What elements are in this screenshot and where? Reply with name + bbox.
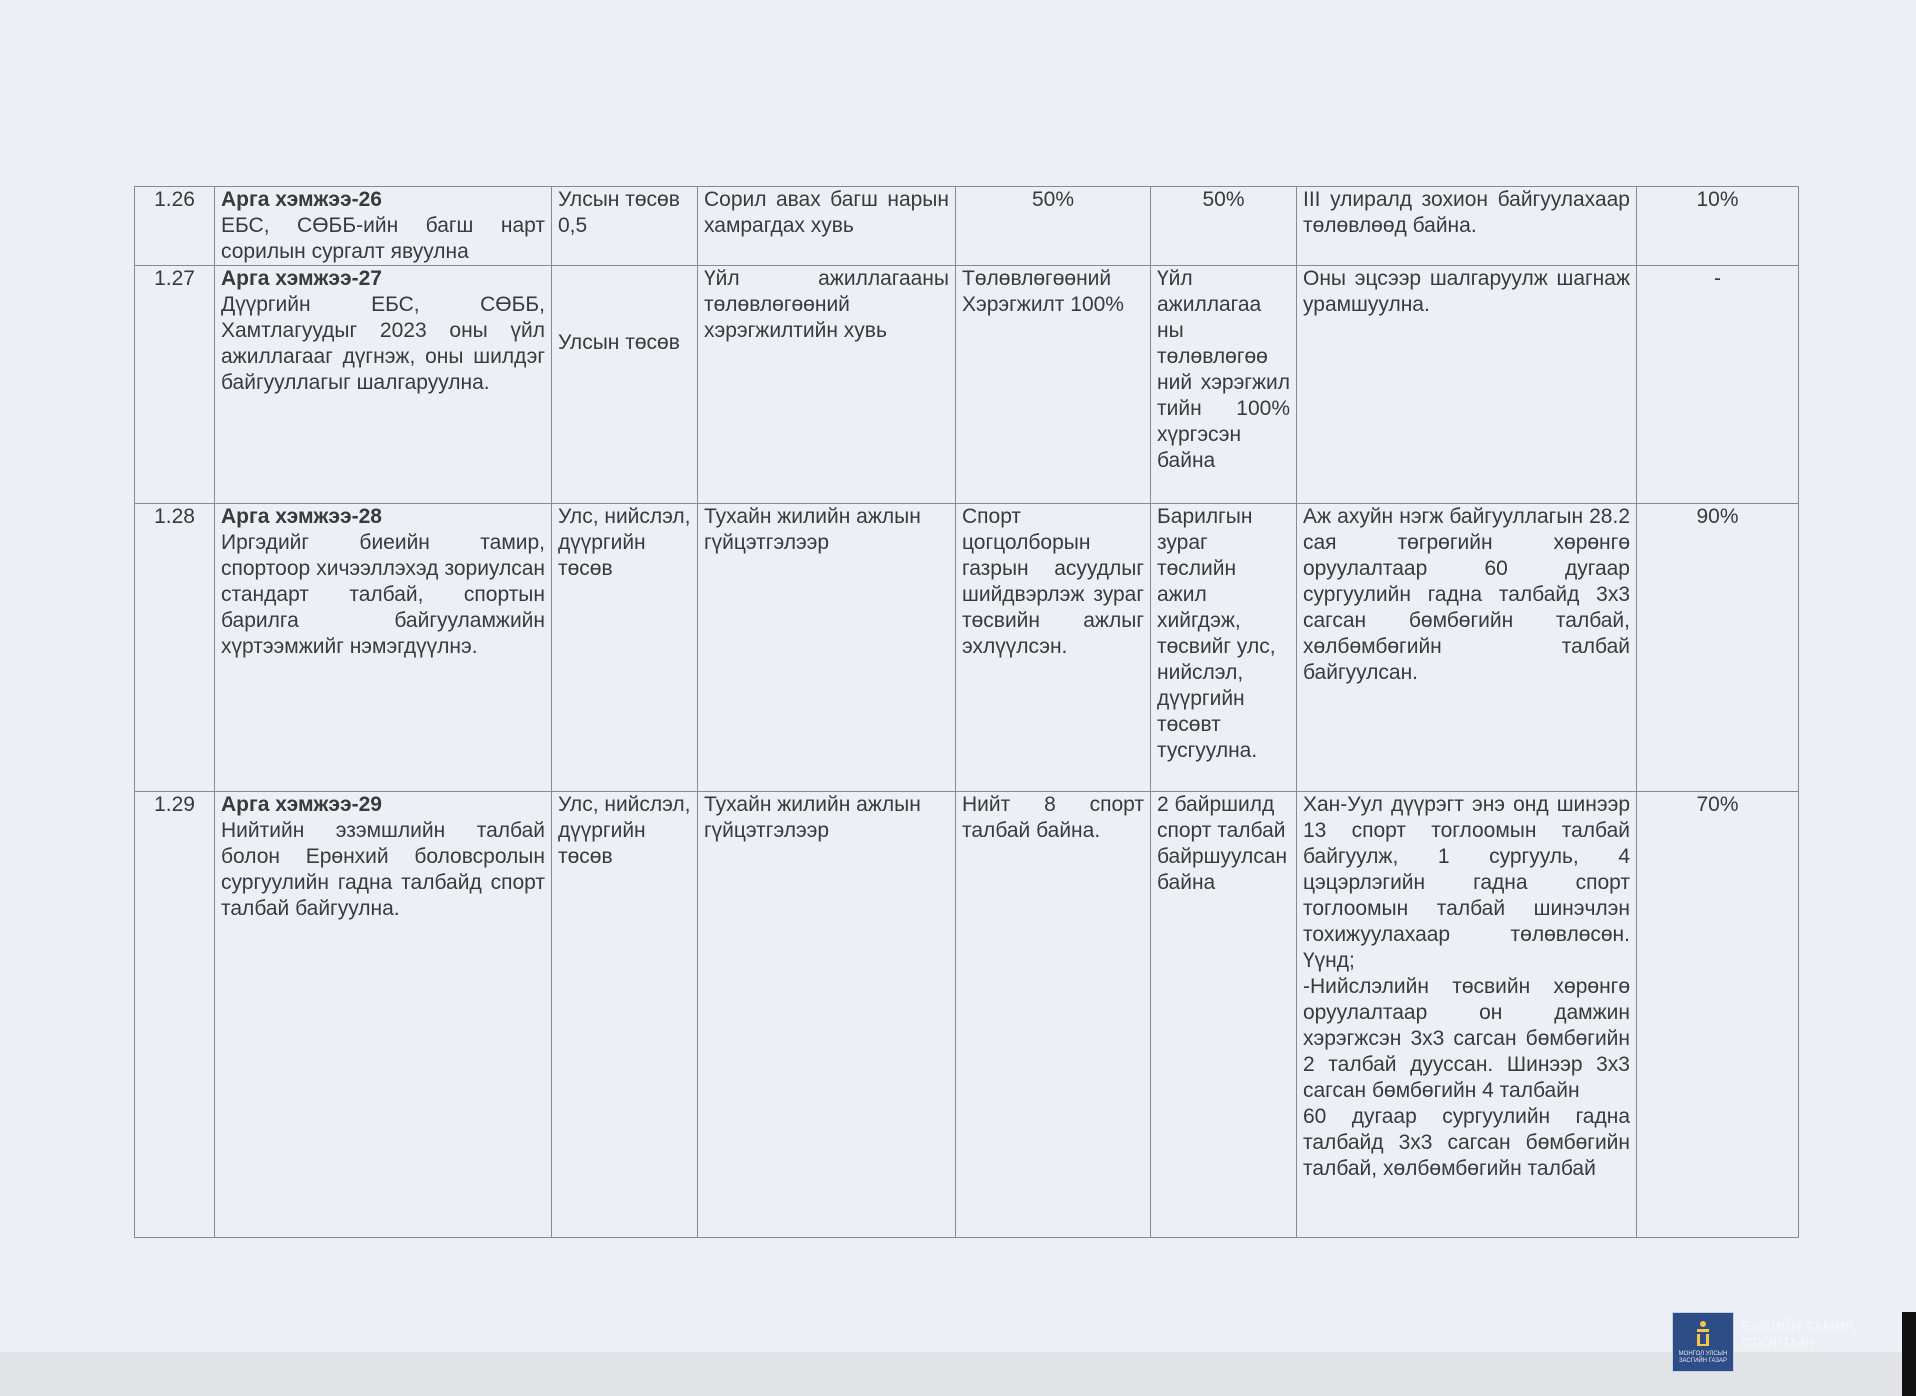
measure-title: Арга хэмжээ-29 [221, 793, 382, 816]
measure-text: Нийтийн эзэмшлийн талбай болон Ерөнхий боловсролын сургуулийн гадна талбайд спорт талбай байгуулна. [221, 819, 545, 920]
page-bottom-strip [0, 1352, 1916, 1396]
target-cell: Үйл ажиллагаа ны төлөвлөгөө ний хэрэгжил тийн 100% хүргэсэн байна [1151, 266, 1297, 504]
row-number: 1.26 [135, 187, 215, 266]
table-row [135, 266, 1799, 504]
progress-text-3: 60 дугаар сургуулийн гадна талбайд 3х3 сагсан бөмбөгийн талбай, хөлбөмбөгийн талбай [1303, 1105, 1630, 1180]
measure-text: Дүүргийн ЕБС, СӨББ, Хамтлагуудыг 2023 оны үйл ажиллагааг дүгнэж, оны шилдэг байгууллагыг шалгаруулна. [221, 293, 545, 394]
soyombo-icon [1693, 1319, 1713, 1347]
indicator-cell: Үйл ажиллагааны төлөвлөгөөний хэрэгжилтийн хувь [698, 266, 956, 504]
measure-title: Арга хэмжээ-28 [221, 505, 382, 528]
rating-cell: 10% [1637, 187, 1799, 266]
indicator-cell: Сорил авах багш нарын хамрагдах хувь [698, 187, 956, 266]
baseline-cell: Нийт 8 спорт талбай байна. [956, 792, 1151, 1238]
measure-title: Арга хэмжээ-27 [221, 267, 382, 290]
funding-cell: Улсын төсөв 0,5 [552, 187, 698, 266]
rating-cell: 70% [1637, 792, 1799, 1238]
target-cell: 2 байршилд спорт талбай байршуулсан байна [1151, 792, 1297, 1238]
progress-text-1: Хан-Уул дүүрэгт энэ онд шинээр 13 спорт тоглоомын талбай байгуулж, 1 сургууль, 4 цэцэрлэгийн гадна спорт тоглоомын талбай шинэчлэн тохижуулахаар төлөвлөсөн. Үүнд; [1303, 793, 1630, 972]
indicator-cell: Тухайн жилийн ажлын гүйцэтгэлээр [698, 504, 956, 792]
baseline-cell: Төлөвлөгөөний Хэрэгжилт 100% [956, 266, 1151, 504]
baseline-cell: 50% [956, 187, 1151, 266]
measure-text: Иргэдийг биеийн тамир, спортоор хичээллэхэд зориулсан стандарт талбай, спортын барилга байгууламжийн хүртээмжийг нэмэгдүүлнэ. [221, 531, 545, 658]
row-number: 1.29 [135, 792, 215, 1238]
table-row [135, 504, 1799, 792]
funding-cell: Улсын төсөв [552, 266, 698, 504]
funding-cell: Улс, нийслэл, дүүргийн төсөв [552, 504, 698, 792]
action-plan-table [134, 186, 1799, 1238]
row-number: 1.27 [135, 266, 215, 504]
progress-cell: Аж ахуйн нэгж байгууллагын 28.2 сая төгрөгийн хөрөнгө оруулалтаар 60 дугаар сургуулийн гадна талбайд 3х3 сагсан бөмбөгийн талбай, хөлбөмбөгийн талбай байгуулсан. [1297, 504, 1637, 792]
measure-title: Арга хэмжээ-26 [221, 188, 382, 211]
target-cell: Барилгын зураг төслийн ажил хийгдэж, төсвийг улс, нийслэл, дүүргийн төсөвт тусгуулна. [1151, 504, 1297, 792]
target-cell: 50% [1151, 187, 1297, 266]
measure-text: ЕБС, СӨББ-ийн багш нарт сорилын сургалт явуулна [221, 214, 545, 263]
progress-cell [1297, 792, 1637, 1238]
scan-edge [1902, 1312, 1916, 1396]
progress-cell: III улиралд зохион байгуулахаар төлөвлөөд байна. [1297, 187, 1637, 266]
measure-cell [215, 792, 552, 1238]
rating-cell: - [1637, 266, 1799, 504]
table-row [135, 187, 1799, 266]
government-logo [1672, 1312, 1734, 1372]
progress-text-2: -Нийслэлийн төсвийн хөрөнгө оруулалтаар он дамжин хэрэгжсэн 3х3 сагсан бөмбөгийн 2 талбай дууссан. Шинээр 3х3 сагсан бөмбөгийн 4 талбайн [1303, 975, 1630, 1102]
indicator-cell: Тухайн жилийн ажлын гүйцэтгэлээр [698, 792, 956, 1238]
department-name: БИЕИЙН ТАМИР, СПОРТЫН [1742, 1318, 1857, 1350]
table-row [135, 792, 1799, 1238]
measure-cell [215, 187, 552, 266]
rating-cell: 90% [1637, 504, 1799, 792]
logo-caption: МОНГОЛ УЛСЫН ЗАСГИЙН ГАЗАР [1678, 1351, 1728, 1364]
progress-cell: Оны эцсээр шалгаруулж шагнаж урамшуулна. [1297, 266, 1637, 504]
baseline-cell: Спорт цогцолборын газрын асуудлыг шийдвэрлэж зураг төсвийн ажлыг эхлүүлсэн. [956, 504, 1151, 792]
measure-cell [215, 504, 552, 792]
row-number: 1.28 [135, 504, 215, 792]
funding-cell: Улс, нийслэл, дүүргийн төсөв [552, 792, 698, 1238]
measure-cell [215, 266, 552, 504]
